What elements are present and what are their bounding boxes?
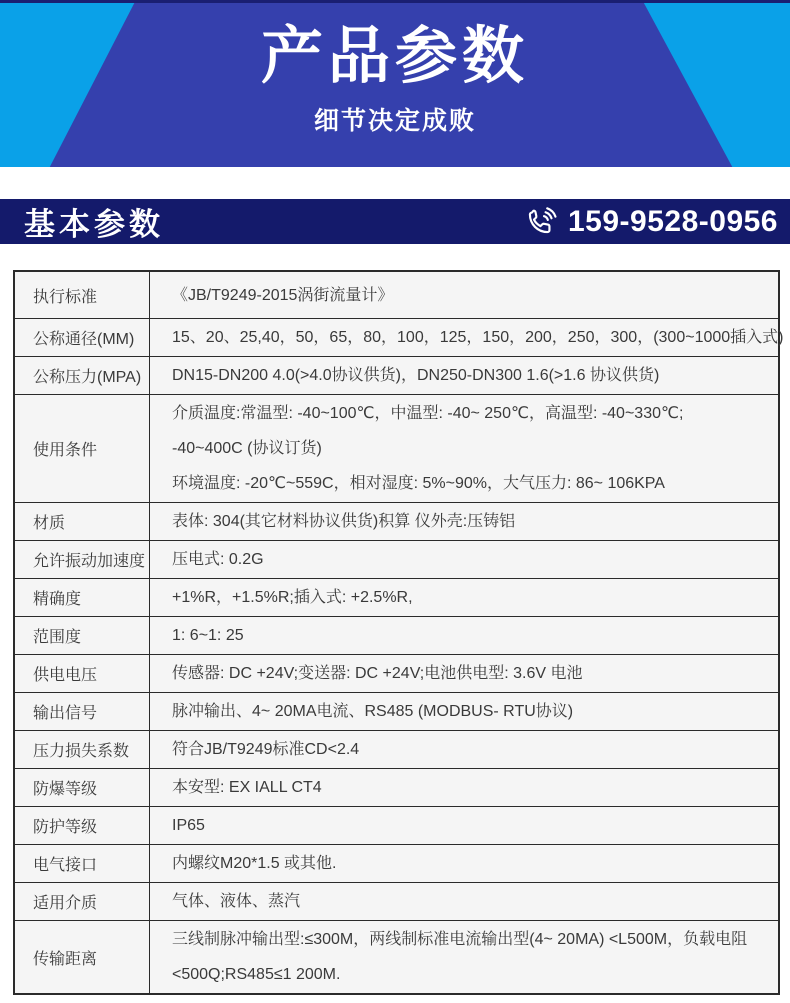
spec-label: 使用条件 <box>15 395 150 502</box>
table-row-nominal-pressure <box>15 356 778 394</box>
spec-label: 精确度 <box>15 579 150 616</box>
section-title: 基本参数 <box>24 207 164 242</box>
spec-value: 压电式: 0.2G <box>172 551 264 568</box>
spec-label: 公称通径(MM) <box>15 319 150 356</box>
spec-label: 材质 <box>15 503 150 540</box>
spec-value: DN15-DN200 4.0(>4.0协议供货)，DN250-DN300 1.6(>1.6 协议供货) <box>172 367 660 384</box>
banner-title: 产品参数 <box>260 22 529 91</box>
spec-value: 内螺纹M20*1.5 或其他. <box>172 855 337 872</box>
table-row-pressure-loss <box>15 730 778 768</box>
spec-value: 传感器: DC +24V;变送器: DC +24V;电池供电型: 3.6V 电池 <box>172 665 583 682</box>
table-row-vibration-acceleration <box>15 540 778 578</box>
table-row-nominal-diameter <box>15 318 784 356</box>
table-row-standard <box>15 272 778 318</box>
table-row-applicable-media <box>15 882 778 920</box>
spec-value: 脉冲输出、4~ 20MA电流、RS485 (MODBUS- RTU协议) <box>172 703 574 720</box>
table-row-output-signal <box>15 692 778 730</box>
spec-label: 电气接口 <box>15 845 150 882</box>
section-header-bar <box>0 199 790 244</box>
phone-contact <box>522 204 778 240</box>
spec-value: IP65 <box>172 817 205 834</box>
spec-value: 《JB/T9249-2015涡街流量计》 <box>172 286 394 304</box>
banner-top-line <box>0 0 790 3</box>
table-row-electrical-interface <box>15 844 778 882</box>
table-row-explosion-proof <box>15 768 778 806</box>
table-row-supply-voltage <box>15 654 778 692</box>
spec-value: 表体: 304(其它材料协议供货)积算 仪外壳:压铸铝 <box>172 513 516 530</box>
table-row-material <box>15 502 778 540</box>
spec-table <box>13 270 784 995</box>
spec-value: 三线制脉冲输出型:≤300M，两线制标准电流输出型(4~ 20MA) <L500M，负载电阻 <500Q;RS485≤1 200M. <box>172 931 748 983</box>
product-banner <box>0 0 790 167</box>
spec-value: 1: 6~1: 25 <box>172 627 244 644</box>
spec-label: 防护等级 <box>15 807 150 844</box>
table-row-turndown-ratio <box>15 616 778 654</box>
spec-label: 执行标准 <box>15 272 150 318</box>
phone-handset-waves-icon <box>522 204 558 240</box>
spec-label: 压力损失系数 <box>15 731 150 768</box>
spec-label: 公称压力(MPA) <box>15 357 150 394</box>
banner-content <box>0 24 790 137</box>
spec-value: 介质温度:常温型: -40~100℃，中温型: -40~ 250℃，高温型: -40~330℃; -40~400C (协议订货) 环境温度: -20℃~559C，相对湿度: 5%~90%，大气压力: 86~ 106KPA <box>172 405 684 492</box>
table-row-transmission-distance <box>15 920 778 993</box>
phone-number: 159-9528-0956 <box>567 204 778 238</box>
spec-label: 允许振动加速度 <box>15 541 150 578</box>
spec-label: 供电电压 <box>15 655 150 692</box>
spec-label: 输出信号 <box>15 693 150 730</box>
spec-value: 15、20、25,40，50，65，80，100，125，150，200，250，300，(300~1000插入式) <box>172 329 784 346</box>
table-row-accuracy <box>15 578 778 616</box>
spec-value: 气体、液体、蒸汽 <box>172 893 301 910</box>
spec-value: 符合JB/T9249标准CD<2.4 <box>172 741 360 758</box>
table-row-protection-rating <box>15 806 778 844</box>
spec-label: 传输距离 <box>15 921 150 993</box>
spec-label: 适用介质 <box>15 883 150 920</box>
spec-value: +1%R，+1.5%R;插入式: +2.5%R, <box>172 589 413 606</box>
spec-value: 本安型: EX IALL CT4 <box>172 779 322 796</box>
spec-label: 防爆等级 <box>15 769 150 806</box>
table-row-operating-conditions <box>15 394 778 502</box>
banner-subtitle: 细节决定成败 <box>313 107 476 136</box>
spec-label: 范围度 <box>15 617 150 654</box>
